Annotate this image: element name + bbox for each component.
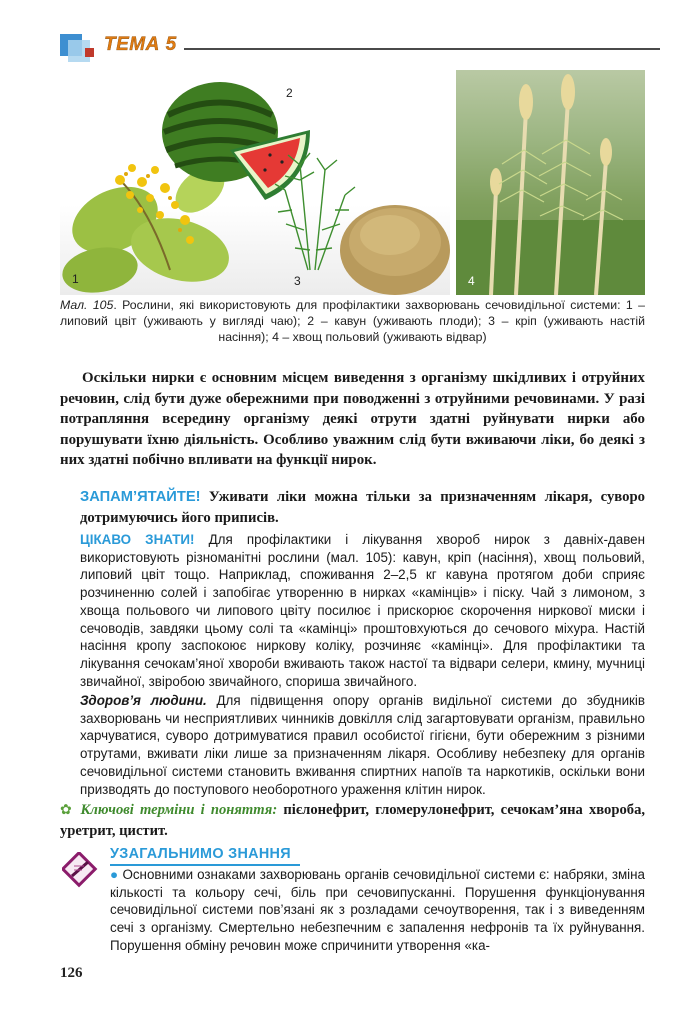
remember-label: ЗАПАМ’ЯТАЙТЕ!	[80, 489, 201, 505]
plants-photo	[60, 70, 450, 295]
key-terms-label: Ключові терміни і поняття:	[80, 802, 278, 818]
plants-illustration	[60, 70, 450, 295]
figure-caption-label: Мал. 105	[60, 298, 114, 312]
interesting-label: ЦІКАВО ЗНАТИ!	[80, 532, 195, 547]
header-rule	[184, 48, 660, 50]
summary-pencil-icon	[62, 852, 100, 888]
health-section	[80, 692, 645, 798]
chapter-title: ТЕМА 5	[104, 34, 177, 55]
figure-number-4: 4	[468, 274, 475, 288]
health-label: Здоров’я людини.	[80, 693, 207, 708]
remember-note	[80, 487, 645, 528]
horsetail-illustration	[456, 70, 645, 295]
summary-text	[110, 866, 645, 955]
dill-seeds-image	[340, 205, 450, 295]
summary-title: УЗАГАЛЬНИМО ЗНАННЯ	[110, 846, 291, 862]
flower-icon: ✿	[60, 802, 75, 818]
figure-caption-text: . Рослини, які використовують для профілактики захворювань сечовидільної системи: 1 – липовий цвіт (уживають у вигляді чаю); 2 – кавун (уживають плоди); 3 – кріп (уживають настій насіння); 4 – хвощ польовий (уживають відвар)	[60, 298, 645, 344]
figure-105	[60, 70, 645, 295]
health-text: Для підвищення опору органів видільної системи до збудників захворювань чи несприятливих чинників довкілля слід загартовувати організм, правильно харчуватися, суворо дотримуватися правил особистої гігієни, бути обережним з різними отрутами, вживати ліки лише за призначенням лікаря. Особливу небезпеку для органів сечовидільної системи становить вживання спиртних напоїв та наркотиків, оскільки вони призводять до поступового необоротного ураження клітин нирок.	[80, 693, 645, 797]
remember-text: Уживати ліки можна тільки за призначенням лікаря, суворо дотримуючись його приписів.	[80, 489, 645, 526]
header-square-red-icon	[85, 48, 94, 57]
figure-number-3: 3	[294, 274, 301, 288]
chapter-header	[60, 32, 660, 62]
key-terms-list: пієлонефрит, гломерулонефрит, сечокам’яна хвороба, уретрит, цистит.	[60, 802, 646, 839]
bullet-icon: ●	[110, 867, 119, 882]
summary-body: Основними ознаками захворювань органів сечовидільної системи є: набряки, зміна кількості та кольору сечі, біль при сечовипусканні. Порушення функціонування сечовидільної системи пов’язані як з розладами сечоутворення, так і з виведенням сечі з організму. Смертельно небезпечним є запалення нефронів та їх руйнування. Порушення обміну речовин може спричинити утворення «ка-	[110, 867, 645, 953]
interesting-facts	[80, 531, 645, 690]
interesting-text: Для профілактики і лікування хвороб нирок з давніх-давен використовують різноманітні рослини (мал. 105): кавун, кріп (насіння), хвощ польовий, липовий цвіт тощо. Наприклад, споживання 2–2,5 кг кавуна протягом доби сприяє розчиненню солей і запобігає утворенню в нирках «камінців» і піску. Чай з лимоном, з хвоща польового чи липового цвіту посилює і прискорює скорочення ниркової миски і сечоводів, завдяки цьому солі та «камінці» проштовхуються до сечового міхура. Настій насіння кропу заспокоює ниркову коліку, розчиняє «камінці». Для профілактики та лікування сечокам’яної хвороби вживають також настої та відвари селери, кмину, мучниці звичайної, звіробою звичайного, спориша звичайного.	[80, 532, 645, 689]
horsetail-photo	[456, 70, 645, 295]
key-terms	[60, 800, 645, 842]
page-number: 126	[60, 965, 83, 981]
main-paragraph: Оскільки нирки є основним місцем виведення з організму шкідливих і отруйних речовин, слід бути дуже обережними при поводженні з отруйними речовинами. У разі потрапляння всередину організму деякі отрути здатні руйнувати нирки або порушувати їхню діяльність. Особливо уважним слід бути вживаючи ліки, бо деякі з них здатні побічно впливати на функції нирок.	[60, 370, 645, 469]
figure-number-1: 1	[72, 272, 79, 286]
figure-number-2: 2	[286, 86, 293, 100]
figure-caption	[60, 297, 645, 345]
